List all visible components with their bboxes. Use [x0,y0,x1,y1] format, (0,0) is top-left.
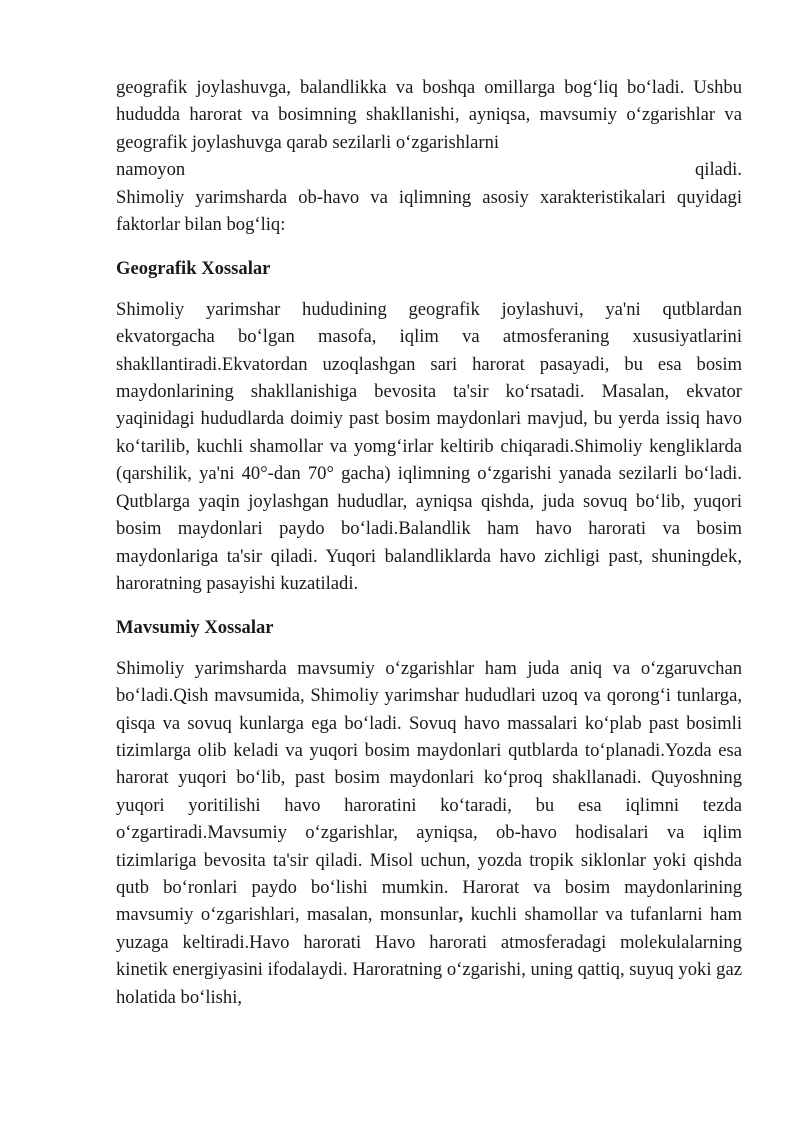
mavsumiy-text-a: Shimoliy yarimsharda mavsumiy o‘zgarishlar ham juda aniq va o‘zgaruvchan bo‘ladi.Qish mavsumida, Shimoliy yarimshar hududlari uzoq va qorong‘i tunlarga, qisqa va sovuq kunlarga ega bo‘ladi. Sovuq havo massalari ko‘plab past bosimli tizimlarga olib keladi va yuqori bosim maydonlari qutblarda to‘planadi.Yozda esa harorat yuqori bo‘lib, past bosim maydonlari ko‘proq shakllanadi. Quyoshning yuqori yoritilishi havo haroratini ko‘taradi, bu esa iqlimni tezda o‘zgartiradi.Mavsumiy o‘zgarishlar, ayniqsa, ob-havo hodisalari va iqlim tizimlariga bevosita ta'sir qiladi. Misol uchun, yozda tropik siklonlar yoki qishda qutb bo‘ronlari paydo bo‘lishi mumkin. Harorat va bosim maydonlarining mavsumiy o‘zgarishlari, masalan, monsunlar [116,657,742,926]
section-heading-mavsumiy: Mavsumiy Xossalar [116,617,274,639]
intro-spread-right: qiladi. [695,159,742,181]
intro-text-a: geografik joylashuvga, balandlikka va boshqa omillarga bog‘liq bo‘ladi. Ushbu hududda harorat va bosimning shakllanishi, ayniqsa, mavsumiy o‘zgarishlar va geografik joylashuvga qarab sezilarli o‘zgarishlarni [116,77,742,153]
intro-paragraph [116,74,742,238]
mavsumiy-text-b: kuchli shamollar va tufanlarni ham yuzaga keltiradi.Havo harorati Havo harorati atmosferadagi molekulalarning kinetik energiyasini ifodalaydi. Haroratning o‘zgarishi, uning qattiq, suyuq yoki gaz holatida bo‘lishi, [116,904,742,1008]
section-body-mavsumiy [116,655,742,1011]
intro-spread-line [116,156,742,183]
intro-text-b: Shimoliy yarimsharda ob-havo va iqlimning asosiy xarakteristikalari quyidagi faktorlar bilan bog‘liq: [116,186,742,236]
section-body-geografik: Shimoliy yarimshar hududining geografik joylashuvi, ya'ni qutblardan ekvatorgacha bo‘lgan masofa, iqlim va atmosferaning xususiyatlarini shakllantiradi.Ekvatordan uzoqlashgan sari harorat pasayadi, bu esa bosim maydonlarining shakllanishiga bevosita ta'sir ko‘rsatadi. Masalan, ekvator yaqinidagi hududlarda doimiy past bosim maydonlari mavjud, bu yerda issiq havo ko‘tarilib, kuchli shamollar va yomg‘irlar keltirib chiqaradi.Shimoliy kengliklarda (qarshilik, ya'ni 40°-dan 70° gacha) iqlimning o‘zgarishi yanada sezilarli bo‘ladi. Qutblarga yaqin joylashgan hududlar, ayniqsa qishda, juda sovuq bo‘lib, yuqori bosim maydonlari paydo bo‘ladi.Balandlik ham havo harorati va bosim maydonlariga ta'sir qiladi. Yuqori balandliklarda havo zichligi past, shuningdek, haroratning pasayishi kuzatiladi. [116,298,742,594]
mavsumiy-bold-comma: , [458,904,464,926]
section-heading-geografik: Geografik Xossalar [116,258,271,280]
intro-spread-left: namoyon [116,159,186,181]
document-page [116,74,742,1011]
